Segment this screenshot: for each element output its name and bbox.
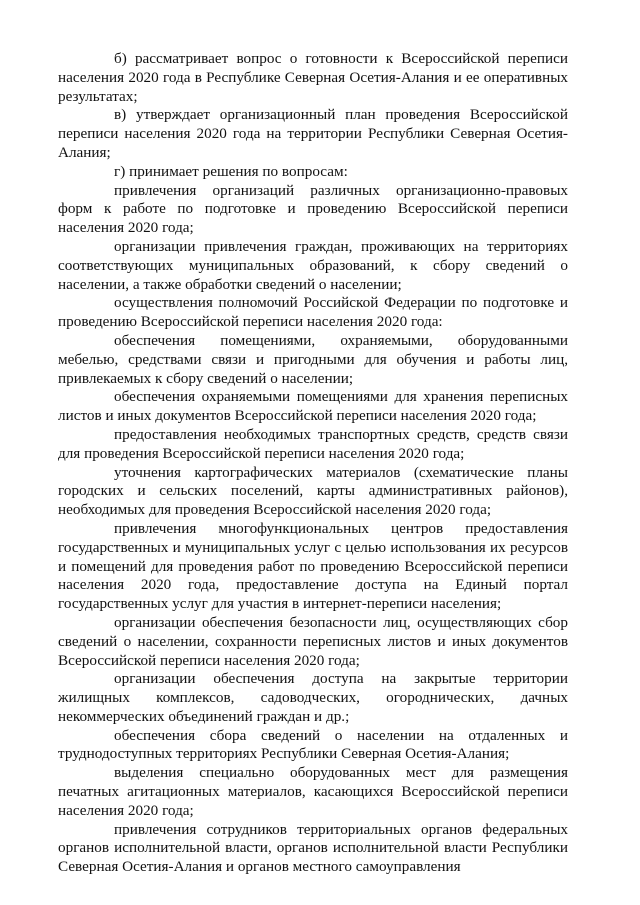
paragraph-maps: уточнения картографических материалов (схематические планы городских и сельских поселений, карты административных районов), необходимых для проведения Всероссийской населения 2020 года;	[58, 463, 568, 519]
scan-mark	[629, 18, 630, 19]
paragraph-transport: предоставления необходимых транспортных средств, средств связи для проведения Всероссийской переписи населения 2020 года;	[58, 425, 568, 462]
paragraph-staff: привлечения сотрудников территориальных органов федеральных органов исполнительной власти, органов исполнительной власти Республики Северная Осетия-Алания и органов местного самоуправления	[58, 820, 568, 876]
paragraph-advertising: выделения специально оборудованных мест для размещения печатных агитационных материалов, касающихся Всероссийской переписи населения 2020 года;	[58, 764, 568, 819]
paragraph-b: б) рассматривает вопрос о готовности к Всероссийской переписи населения 2020 года в Республике Северная Осетия-Алания и ее оперативных результатах;	[58, 50, 568, 105]
paragraph-security: организации обеспечения безопасности лиц, осуществляющих сбор сведений о населении, сохранности переписных листов и иных документов Всероссийской переписи населения 2020 года;	[58, 613, 568, 669]
paragraph-v: в) утверждает организационный план проведения Всероссийской переписи населения 2020 года на территории Республики Северная Осетия-Алания;	[58, 106, 568, 161]
paragraph-g: г) принимает решения по вопросам:	[114, 162, 348, 180]
paragraph-citizens: организации привлечения граждан, проживающих на территориях соответствующих муниципальных образований, к сбору сведений о населении, а также обработки сведений о населении;	[58, 237, 568, 293]
document-body	[58, 50, 568, 877]
paragraph-organizations: привлечения организаций различных организационно-правовых форм к работе по подготовке и проведению Всероссийской переписи населения 2020 года;	[58, 181, 568, 237]
paragraph-storage: обеспечения охраняемыми помещениями для хранения переписных листов и иных документов Всероссийской переписи населения 2020 года;	[58, 388, 568, 425]
paragraph-mfc: привлечения многофункциональных центров предоставления государственных и муниципальных услуг с целью использования их ресурсов и помещений для проведения работ по проведению Всероссийской переписи населения 2020 года, предоставление доступа на Единый портал государственных услуг для участия в интернет-переписи населения;	[58, 519, 568, 613]
paragraph-remote: обеспечения сбора сведений о населении на отдаленных и труднодоступных территориях Республики Северная Осетия-Алания;	[58, 726, 568, 763]
paragraph-access: организации обеспечения доступа на закрытые территории жилищных комплексов, садоводческих, огороднических, дачных некоммерческих объединений граждан и др.;	[58, 670, 568, 725]
paragraph-powers: осуществления полномочий Российской Федерации по подготовке и проведению Всероссийской переписи населения 2020 года:	[58, 294, 568, 331]
paragraph-premises: обеспечения помещениями, охраняемыми, оборудованными мебелью, средствами связи и пригодными для обучения и работы лиц, привлекаемых к сбору сведений о населении;	[58, 331, 568, 387]
